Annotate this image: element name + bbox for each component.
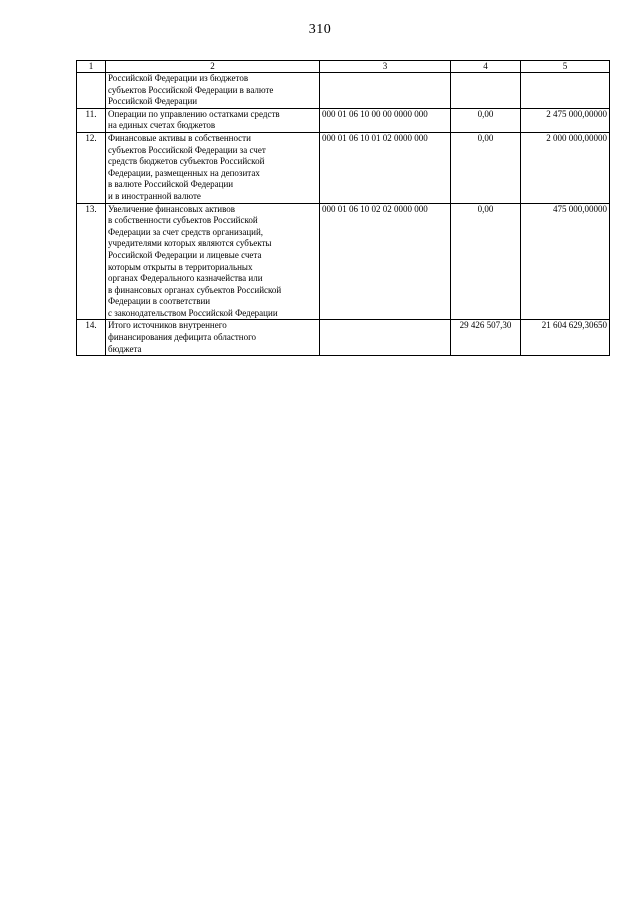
row-value-col5: 21 604 629,30650 — [521, 320, 610, 356]
row-value-col5 — [521, 73, 610, 109]
row-value-col4: 0,00 — [451, 108, 521, 132]
row-value-col5: 2 000 000,00000 — [521, 132, 610, 203]
page-number: 310 — [308, 22, 332, 37]
row-name: Финансовые активы в собственности субъектов Российской Федерации за счет средств бюджетов субъектов Российской Федерации, размещенных на депозитах в валюте Российской Федерации и в иностранной валюте — [106, 132, 320, 203]
row-name: Российской Федерации из бюджетов субъектов Российской Федерации в валюте Российской Федерации — [106, 73, 320, 109]
row-code: 000 01 06 10 02 02 0000 000 — [320, 203, 451, 320]
table-row — [77, 320, 610, 356]
budget-sources-table — [76, 60, 610, 356]
row-number: 14. — [77, 320, 106, 356]
row-value-col4: 0,00 — [451, 203, 521, 320]
row-value-col4: 29 426 507,30 — [451, 320, 521, 356]
row-name: Увеличение финансовых активов в собственности субъектов Российской Федерации за счет средств организаций, учредителями которых являются субъекты Российской Федерации и лицевые счета которым открыты в территориальных органах Федерального казначейства или в финансовых органах субъектов Российской Федерации в соответствии с законодательством Российской Федерации — [106, 203, 320, 320]
column-header-3: 3 — [320, 61, 451, 73]
row-value-col5: 475 000,00000 — [521, 203, 610, 320]
row-value-col5: 2 475 000,00000 — [521, 108, 610, 132]
column-header-2: 2 — [106, 61, 320, 73]
row-value-col4: 0,00 — [451, 132, 521, 203]
row-name: Итого источников внутреннего финансирования дефицита областного бюджета — [106, 320, 320, 356]
row-code — [320, 320, 451, 356]
table-header-row — [77, 61, 610, 73]
column-header-4: 4 — [451, 61, 521, 73]
row-name: Операции по управлению остатками средств на единых счетах бюджетов — [106, 108, 320, 132]
table-row — [77, 132, 610, 203]
row-number: 13. — [77, 203, 106, 320]
row-code: 000 01 06 10 00 00 0000 000 — [320, 108, 451, 132]
table-row — [77, 203, 610, 320]
table-row — [77, 108, 610, 132]
row-code — [320, 73, 451, 109]
row-code: 000 01 06 10 01 02 0000 000 — [320, 132, 451, 203]
column-header-1: 1 — [77, 61, 106, 73]
row-number — [77, 73, 106, 109]
table-row — [77, 73, 610, 109]
column-header-5: 5 — [521, 61, 610, 73]
row-value-col4 — [451, 73, 521, 109]
row-number: 11. — [77, 108, 106, 132]
row-number: 12. — [77, 132, 106, 203]
